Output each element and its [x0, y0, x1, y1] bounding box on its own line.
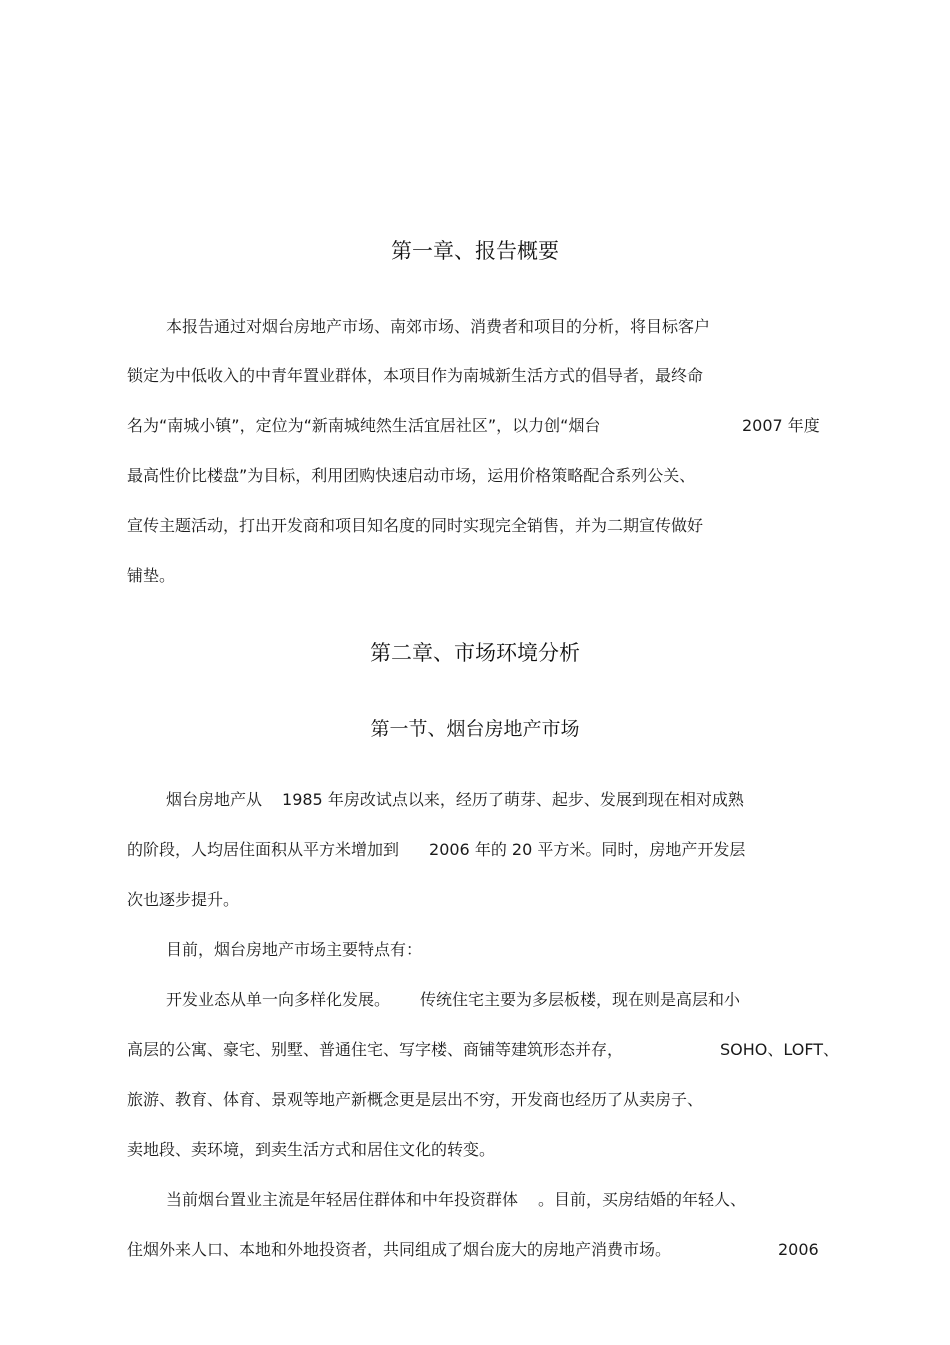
- section-1-title: 第一节、烟台房地产市场: [370, 718, 580, 740]
- p3-line-1-a: 开发业态从单一向多样化发展。: [166, 990, 391, 1009]
- p1-line-1-b: 1985 年房改试点以来，经历了萌芽、起步、发展到现在相对成熟: [282, 790, 744, 809]
- p2-line-1: 目前，烟台房地产市场主要特点有：: [166, 940, 423, 959]
- chapter-2-title: 第二章、市场环境分析: [370, 641, 580, 665]
- p3-line-1: [166, 988, 740, 1012]
- chapter-1-line-3: 名为“南城小镇”，定位为“新南城纯然生活宜居社区”，以力创“烟台: [127, 416, 601, 435]
- p1-line-3: 次也逐步提升。: [127, 890, 240, 909]
- chapter-1-line-4: 最高性价比楼盘”为目标，利用团购快速启动市场，运用价格策略配合系列公关、: [127, 466, 696, 485]
- p4-line-2: 住烟外来人口、本地和外地投资者，共同组成了烟台庞大的房地产消费市场。: [127, 1240, 672, 1259]
- p3-line-4: 卖地段、卖环境，到卖生活方式和居住文化的转变。: [127, 1140, 496, 1159]
- chapter-1-title: 第一章、报告概要: [391, 239, 559, 263]
- p1-line-2: [127, 838, 745, 862]
- p1-line-1: [166, 788, 744, 812]
- p3-line-1-b: 传统住宅主要为多层板楼，现在则是高层和小: [420, 990, 741, 1009]
- chapter-1-line-6: 铺垫。: [127, 566, 176, 585]
- p1-line-2-b: 2006 年的 20 平方米。同时，房地产开发层: [429, 840, 746, 859]
- chapter-1-line-5: 宣传主题活动，打出开发商和项目知名度的同时实现完全销售，并为二期宣传做好: [127, 516, 704, 535]
- p3-line-2-tail: SOHO、LOFT、: [720, 1040, 840, 1059]
- p4-line-1-b: 。目前，买房结婚的年轻人、: [538, 1190, 747, 1209]
- p4-line-1-a: 当前烟台置业主流是年轻居住群体和中年投资群体: [166, 1190, 519, 1209]
- p1-line-2-a: 的阶段，人均居住面积从平方米增加到: [127, 840, 400, 859]
- p3-line-2: 高层的公寓、豪宅、别墅、普通住宅、写字楼、商铺等建筑形态并存，: [127, 1040, 624, 1059]
- p4-line-1: [166, 1188, 746, 1212]
- chapter-1-line-3-tail: 2007 年度: [742, 416, 820, 435]
- p1-line-1-a: 烟台房地产从: [166, 790, 263, 809]
- p3-line-3: 旅游、教育、体育、景观等地产新概念更是层出不穷，开发商也经历了从卖房子、: [127, 1090, 704, 1109]
- chapter-1-line-2: 锁定为中低收入的中青年置业群体，本项目作为南城新生活方式的倡导者，最终命: [127, 366, 704, 385]
- chapter-1-line-1: 本报告通过对烟台房地产市场、南郊市场、消费者和项目的分析，将目标客户: [166, 317, 711, 336]
- p4-line-2-tail: 2006: [778, 1240, 819, 1259]
